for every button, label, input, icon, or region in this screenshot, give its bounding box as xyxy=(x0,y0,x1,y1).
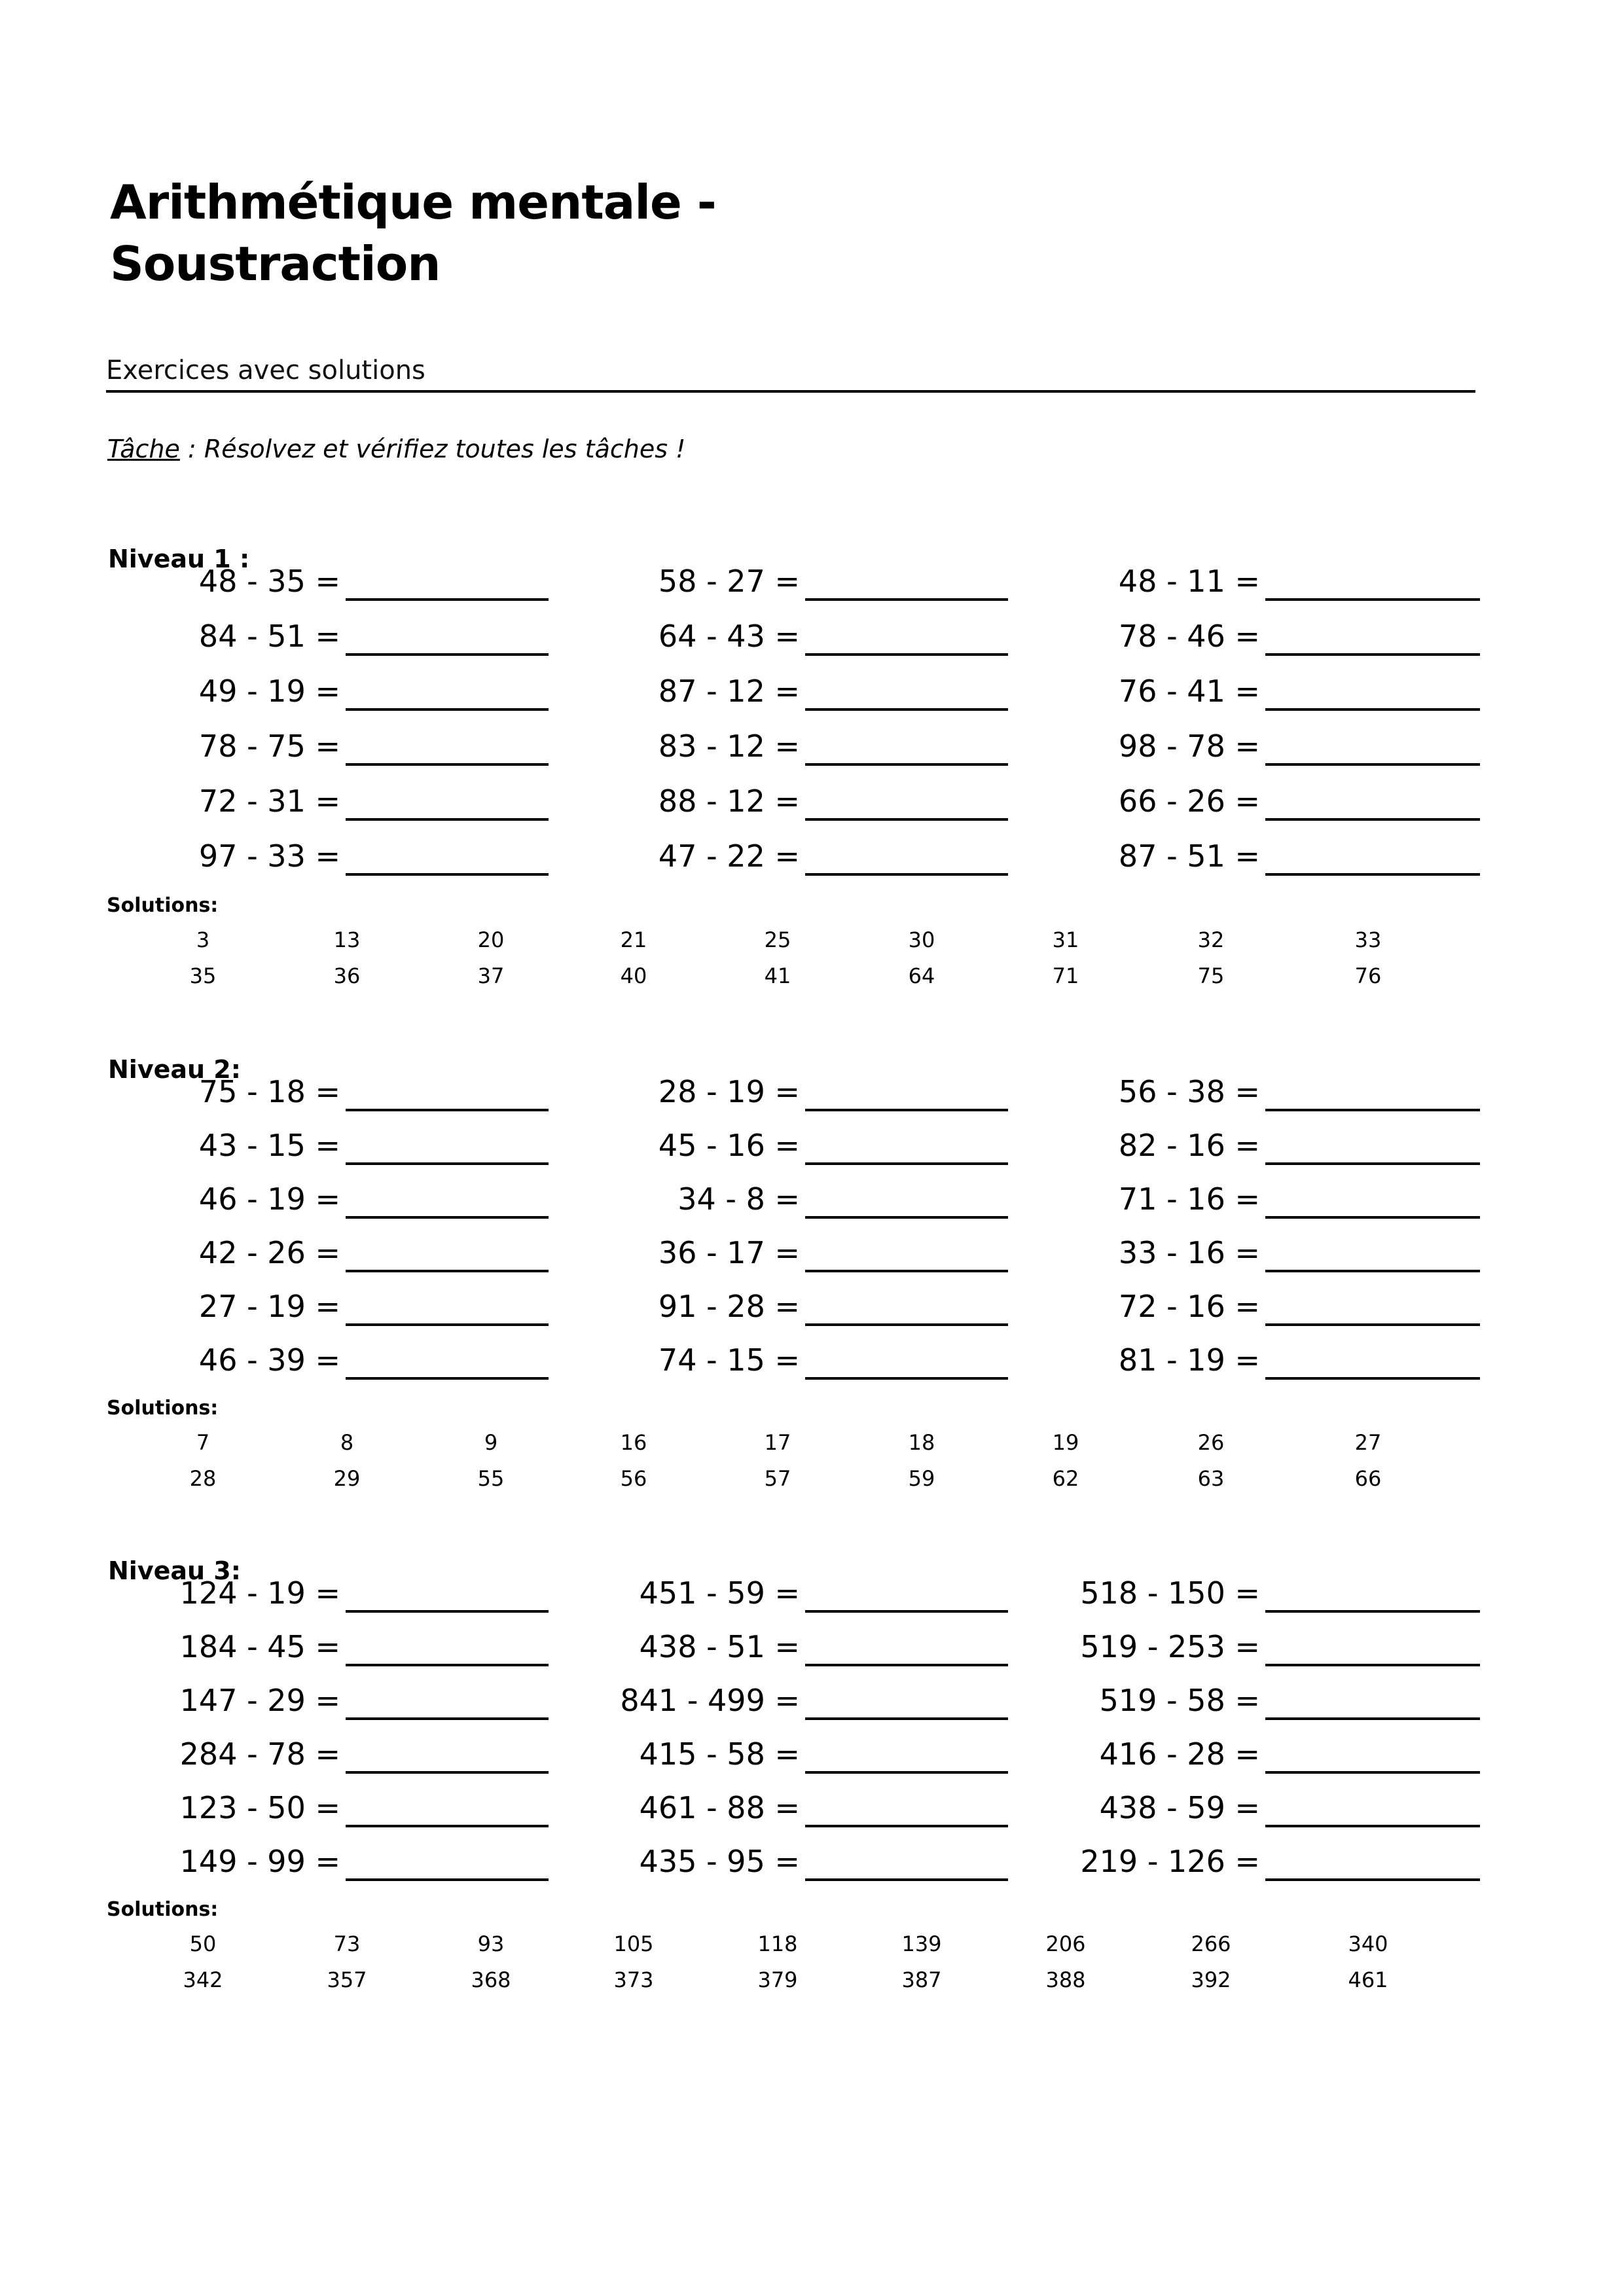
exercise-item xyxy=(39,656,549,711)
exercise-item xyxy=(959,1826,1480,1881)
exercise-item xyxy=(39,766,549,821)
exercise-expression: 416 - 28 = xyxy=(1099,1736,1260,1772)
solution-value: 73 xyxy=(333,1931,361,1956)
exercise-expression: 147 - 29 = xyxy=(179,1683,340,1718)
exercise-item xyxy=(499,821,1008,876)
exercise-item xyxy=(959,1271,1480,1326)
answer-line[interactable] xyxy=(1265,1580,1480,1613)
answer-line[interactable] xyxy=(1265,623,1480,656)
solution-value: 19 xyxy=(1052,1430,1079,1455)
solution-value: 17 xyxy=(764,1430,791,1455)
solution-value: 368 xyxy=(471,1967,511,1992)
exercise-item xyxy=(959,1719,1480,1774)
exercise-item xyxy=(499,1271,1008,1326)
answer-line[interactable] xyxy=(1265,1293,1480,1326)
exercise-expression: 184 - 45 = xyxy=(179,1629,340,1664)
exercise-expression: 149 - 99 = xyxy=(179,1844,340,1879)
exercise-expression: 97 - 33 = xyxy=(198,838,340,874)
exercise-expression: 42 - 26 = xyxy=(198,1235,340,1270)
exercise-expression: 56 - 38 = xyxy=(1118,1074,1260,1109)
solution-value: 461 xyxy=(1348,1967,1388,1992)
solution-value: 41 xyxy=(764,963,791,988)
exercise-item xyxy=(959,1056,1480,1111)
solutions-label: Solutions: xyxy=(107,894,219,917)
solution-value: 50 xyxy=(189,1931,217,1956)
exercise-expression: 519 - 58 = xyxy=(1099,1683,1260,1718)
exercise-item xyxy=(39,1826,549,1881)
exercise-item xyxy=(39,1271,549,1326)
answer-line[interactable] xyxy=(1265,733,1480,766)
exercise-expression: 284 - 78 = xyxy=(179,1736,340,1772)
exercise-expression: 34 - 8 = xyxy=(677,1181,800,1217)
answer-line[interactable] xyxy=(1265,1132,1480,1165)
task-text: : Résolvez et vérifiez toutes les tâches ! xyxy=(179,435,686,463)
solution-value: 28 xyxy=(189,1466,217,1491)
exercise-item xyxy=(39,821,549,876)
exercise-expression: 45 - 16 = xyxy=(658,1128,800,1163)
exercise-expression: 33 - 16 = xyxy=(1118,1235,1260,1270)
solution-value: 373 xyxy=(613,1967,654,1992)
exercise-expression: 98 - 78 = xyxy=(1118,728,1260,764)
exercise-item xyxy=(959,711,1480,766)
solution-value: 206 xyxy=(1045,1931,1086,1956)
exercise-item xyxy=(959,1665,1480,1720)
exercise-expression: 435 - 95 = xyxy=(639,1844,800,1879)
exercise-item xyxy=(959,1217,1480,1272)
exercise-item xyxy=(39,1558,549,1613)
exercise-expression: 82 - 16 = xyxy=(1118,1128,1260,1163)
exercise-item xyxy=(499,1611,1008,1666)
answer-line[interactable] xyxy=(1265,1347,1480,1380)
answer-line[interactable] xyxy=(1265,843,1480,876)
solution-value: 266 xyxy=(1191,1931,1231,1956)
answer-line[interactable] xyxy=(1265,1634,1480,1666)
exercise-expression: 46 - 39 = xyxy=(198,1342,340,1378)
exercise-item xyxy=(499,711,1008,766)
exercise-item xyxy=(499,656,1008,711)
exercise-item xyxy=(499,766,1008,821)
answer-line[interactable] xyxy=(1265,678,1480,711)
exercise-expression: 72 - 31 = xyxy=(198,783,340,819)
solution-value: 55 xyxy=(477,1466,505,1491)
exercise-item xyxy=(39,1110,549,1165)
exercise-expression: 48 - 11 = xyxy=(1118,564,1260,599)
solution-value: 342 xyxy=(183,1967,223,1992)
exercise-item xyxy=(959,601,1480,656)
solution-value: 37 xyxy=(477,963,505,988)
solution-value: 30 xyxy=(908,927,935,952)
exercise-item xyxy=(39,1164,549,1219)
exercise-item xyxy=(39,711,549,766)
solution-value: 33 xyxy=(1354,927,1382,952)
exercise-expression: 71 - 16 = xyxy=(1118,1181,1260,1217)
solution-value: 3 xyxy=(196,927,210,952)
exercise-expression: 219 - 126 = xyxy=(1080,1844,1260,1879)
answer-line[interactable] xyxy=(1265,1741,1480,1774)
exercise-item xyxy=(39,1611,549,1666)
solution-value: 392 xyxy=(1191,1967,1231,1992)
solution-value: 63 xyxy=(1197,1466,1225,1491)
exercise-expression: 66 - 26 = xyxy=(1118,783,1260,819)
exercise-expression: 84 - 51 = xyxy=(198,619,340,654)
exercise-expression: 76 - 41 = xyxy=(1118,673,1260,709)
exercise-item xyxy=(499,1826,1008,1881)
solution-value: 21 xyxy=(620,927,647,952)
exercise-expression: 415 - 58 = xyxy=(639,1736,800,1772)
exercise-expression: 841 - 499 = xyxy=(620,1683,800,1718)
task-label: Tâche xyxy=(107,435,180,463)
exercise-expression: 49 - 19 = xyxy=(198,673,340,709)
exercise-expression: 78 - 46 = xyxy=(1118,619,1260,654)
solution-value: 66 xyxy=(1354,1466,1382,1491)
solution-value: 27 xyxy=(1354,1430,1382,1455)
solution-value: 75 xyxy=(1197,963,1225,988)
level-title: Niveau 1 : xyxy=(108,545,250,573)
solutions-label: Solutions: xyxy=(107,1397,219,1420)
solution-value: 62 xyxy=(1052,1466,1079,1491)
solution-value: 32 xyxy=(1197,927,1225,952)
exercise-item xyxy=(959,1325,1480,1380)
solution-value: 379 xyxy=(757,1967,798,1992)
exercise-item xyxy=(39,546,549,601)
solution-value: 56 xyxy=(620,1466,647,1491)
exercise-expression: 519 - 253 = xyxy=(1080,1629,1260,1664)
solution-value: 64 xyxy=(908,963,935,988)
exercise-expression: 123 - 50 = xyxy=(179,1790,340,1825)
exercise-item xyxy=(959,821,1480,876)
exercise-item xyxy=(499,1719,1008,1774)
level-title: Niveau 2: xyxy=(108,1055,241,1084)
exercise-expression: 87 - 51 = xyxy=(1118,838,1260,874)
exercise-expression: 78 - 75 = xyxy=(198,728,340,764)
exercise-item xyxy=(39,601,549,656)
exercise-expression: 438 - 59 = xyxy=(1099,1790,1260,1825)
page-subtitle: Exercices avec solutions xyxy=(106,351,1475,393)
solution-value: 7 xyxy=(196,1430,210,1455)
solution-value: 18 xyxy=(908,1430,935,1455)
exercise-expression: 27 - 19 = xyxy=(198,1289,340,1324)
solution-value: 118 xyxy=(757,1931,798,1956)
exercise-expression: 72 - 16 = xyxy=(1118,1289,1260,1324)
exercise-item xyxy=(959,1558,1480,1613)
solution-value: 9 xyxy=(484,1430,498,1455)
answer-line[interactable] xyxy=(1265,1079,1480,1111)
exercise-item xyxy=(499,546,1008,601)
exercise-expression: 88 - 12 = xyxy=(658,783,800,819)
answer-line[interactable] xyxy=(1265,1240,1480,1272)
exercise-item xyxy=(39,1056,549,1111)
solution-value: 76 xyxy=(1354,963,1382,988)
solution-value: 35 xyxy=(189,963,217,988)
solution-value: 59 xyxy=(908,1466,935,1491)
exercise-expression: 58 - 27 = xyxy=(658,564,800,599)
exercise-item xyxy=(959,1611,1480,1666)
exercise-item xyxy=(499,1325,1008,1380)
solution-value: 387 xyxy=(901,1967,942,1992)
exercise-expression: 46 - 19 = xyxy=(198,1181,340,1217)
solution-value: 29 xyxy=(333,1466,361,1491)
exercise-item xyxy=(39,1719,549,1774)
exercise-expression: 124 - 19 = xyxy=(179,1575,340,1611)
exercise-expression: 36 - 17 = xyxy=(658,1235,800,1270)
exercise-expression: 91 - 28 = xyxy=(658,1289,800,1324)
answer-line[interactable] xyxy=(1265,1186,1480,1219)
solution-value: 16 xyxy=(620,1430,647,1455)
exercise-item xyxy=(499,1164,1008,1219)
exercise-expression: 518 - 150 = xyxy=(1080,1575,1260,1611)
solution-value: 31 xyxy=(1052,927,1079,952)
solution-value: 105 xyxy=(613,1931,654,1956)
exercise-item xyxy=(499,601,1008,656)
exercise-item xyxy=(959,546,1480,601)
answer-line[interactable] xyxy=(1265,1795,1480,1827)
solution-value: 357 xyxy=(327,1967,367,1992)
solution-value: 40 xyxy=(620,963,647,988)
solution-value: 25 xyxy=(764,927,791,952)
solution-value: 36 xyxy=(333,963,361,988)
page-title xyxy=(110,171,830,295)
exercise-item xyxy=(39,1217,549,1272)
exercise-item xyxy=(959,766,1480,821)
task-instruction xyxy=(107,429,685,469)
exercise-item xyxy=(39,1665,549,1720)
exercise-item xyxy=(499,1217,1008,1272)
answer-line[interactable] xyxy=(1265,788,1480,821)
exercise-expression: 48 - 35 = xyxy=(198,564,340,599)
exercise-item xyxy=(39,1325,549,1380)
solutions-label: Solutions: xyxy=(107,1898,219,1921)
exercise-expression: 64 - 43 = xyxy=(658,619,800,654)
exercise-item xyxy=(959,1164,1480,1219)
solution-value: 93 xyxy=(477,1931,505,1956)
exercise-item xyxy=(959,1772,1480,1827)
solution-value: 139 xyxy=(901,1931,942,1956)
exercise-expression: 83 - 12 = xyxy=(658,728,800,764)
answer-line[interactable] xyxy=(1265,568,1480,601)
exercise-item xyxy=(499,1558,1008,1613)
exercise-expression: 81 - 19 = xyxy=(1118,1342,1260,1378)
exercise-item xyxy=(499,1772,1008,1827)
exercise-expression: 87 - 12 = xyxy=(658,673,800,709)
exercise-expression: 28 - 19 = xyxy=(658,1074,800,1109)
exercise-expression: 75 - 18 = xyxy=(198,1074,340,1109)
exercise-expression: 47 - 22 = xyxy=(658,838,800,874)
exercise-expression: 438 - 51 = xyxy=(639,1629,800,1664)
exercise-expression: 461 - 88 = xyxy=(639,1790,800,1825)
exercise-expression: 43 - 15 = xyxy=(198,1128,340,1163)
exercise-item xyxy=(39,1772,549,1827)
exercise-item xyxy=(499,1110,1008,1165)
page-title-line-2: Soustraction xyxy=(110,236,441,291)
solution-value: 71 xyxy=(1052,963,1079,988)
solution-value: 57 xyxy=(764,1466,791,1491)
answer-line[interactable] xyxy=(1265,1687,1480,1720)
exercise-item xyxy=(499,1665,1008,1720)
solution-value: 20 xyxy=(477,927,505,952)
page-title-line-1: Arithmétique mentale - xyxy=(110,175,716,230)
level-title: Niveau 3: xyxy=(108,1556,241,1585)
solution-value: 8 xyxy=(340,1430,354,1455)
answer-line[interactable] xyxy=(1265,1848,1480,1881)
solution-value: 26 xyxy=(1197,1430,1225,1455)
solution-value: 340 xyxy=(1348,1931,1388,1956)
exercise-expression: 451 - 59 = xyxy=(639,1575,800,1611)
solution-value: 388 xyxy=(1045,1967,1086,1992)
exercise-item xyxy=(959,1110,1480,1165)
exercise-item xyxy=(959,656,1480,711)
solution-value: 13 xyxy=(333,927,361,952)
exercise-expression: 74 - 15 = xyxy=(658,1342,800,1378)
exercise-item xyxy=(499,1056,1008,1111)
